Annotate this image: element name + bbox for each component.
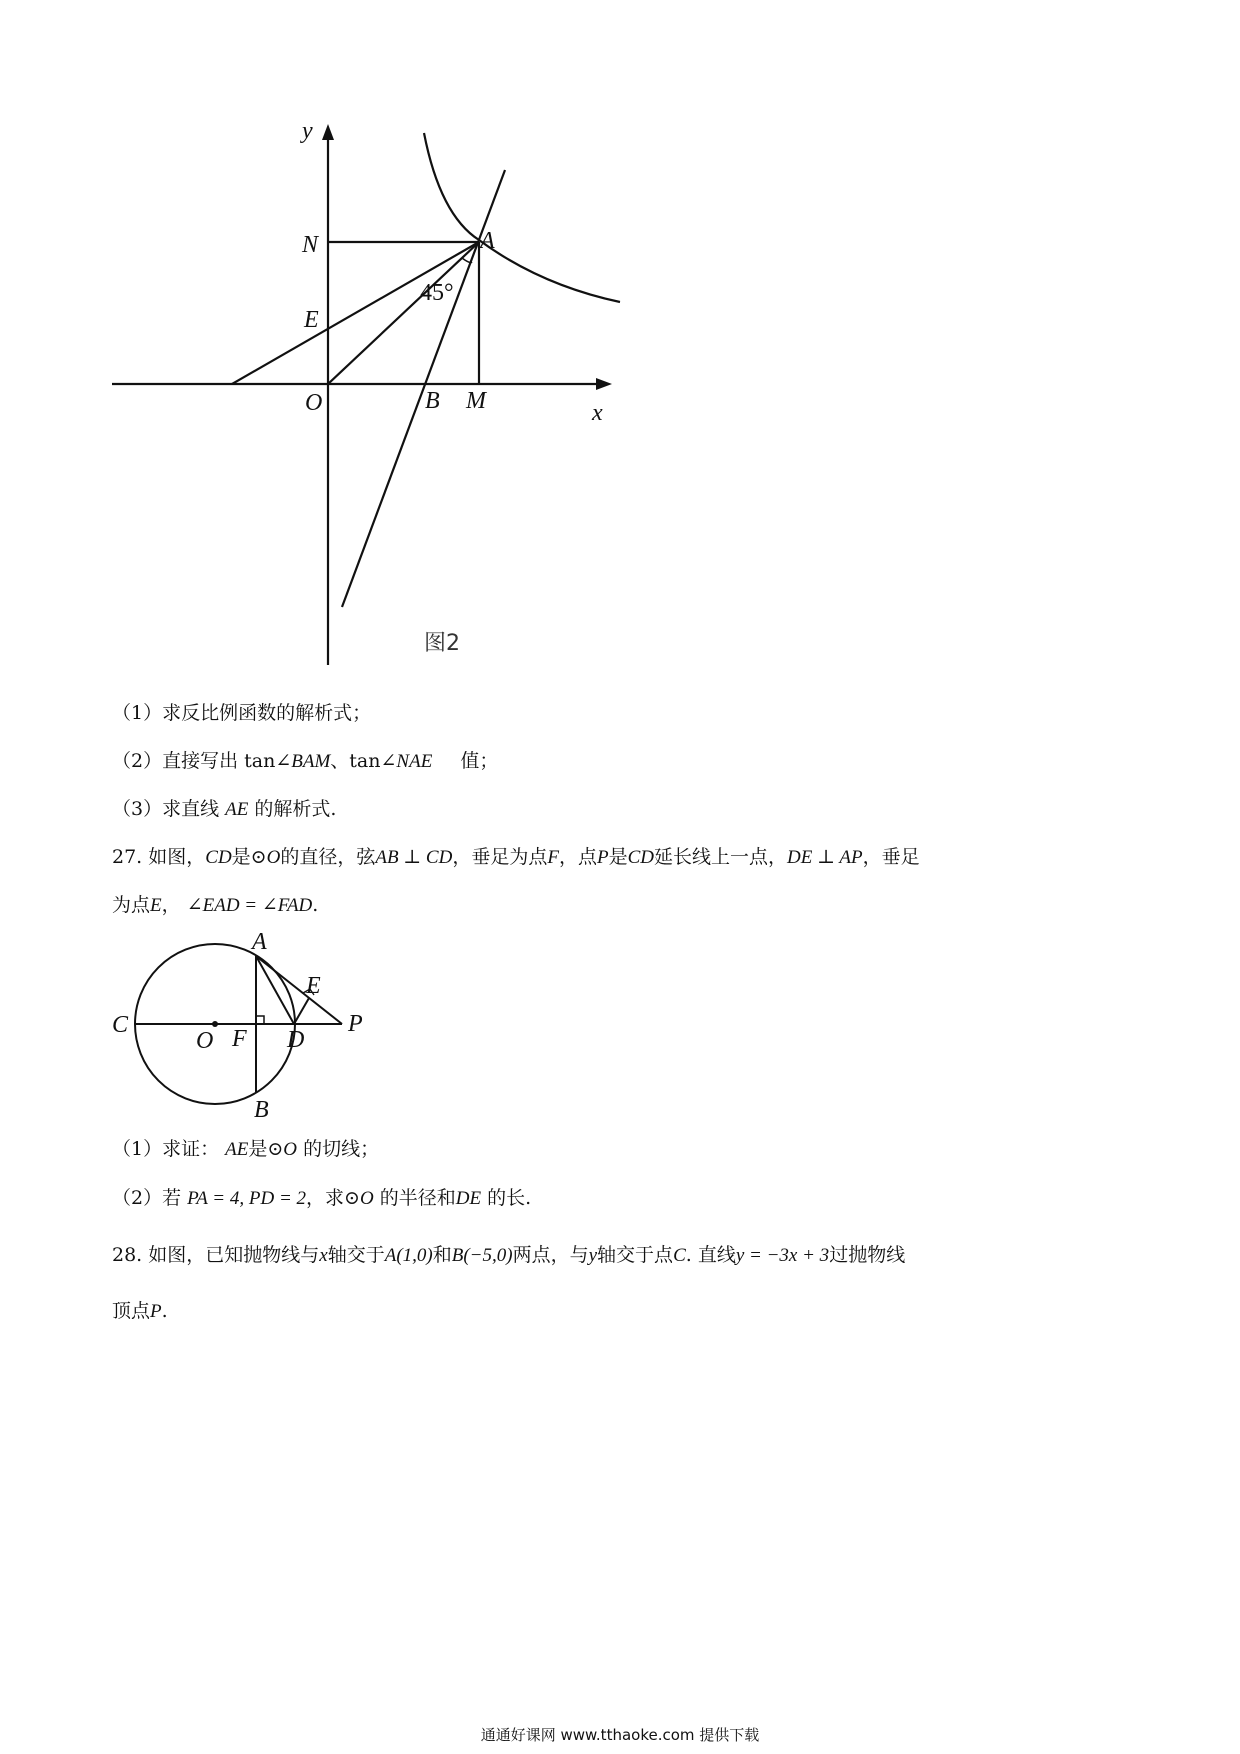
figure-2 <box>0 0 700 700</box>
q28-line1: 28. 如图，已知抛物线与x轴交于A(1,0)和B(−5,0)两点，与y轴交于点C. 直线y = −3x + 3过抛物线 <box>112 1244 906 1266</box>
label-o: O <box>305 390 323 416</box>
q26-part3: （3）求直线 AE 的解析式. <box>112 798 337 820</box>
q27-line2: 为点E， ∠EAD = ∠FAD. <box>112 894 319 916</box>
segment-de <box>294 998 309 1024</box>
q27-part1: （1）求证： AE是⊙O 的切线； <box>112 1138 380 1160</box>
q27-line1: 27. 如图，CD是⊙O的直径，弦AB ⊥ CD，垂足为点F，点P是CD延长线上一点，DE ⊥ AP，垂足 <box>112 846 920 868</box>
circle-label-f: F <box>232 1026 247 1052</box>
segment-oa <box>328 242 479 384</box>
label-x: x <box>592 400 603 426</box>
figure-circle <box>100 925 400 1125</box>
q28-line2: 顶点P. <box>112 1300 168 1322</box>
hyperbola-curve <box>424 133 620 302</box>
circle-label-e: E <box>306 973 321 999</box>
page-footer: 通通好课网 www.tthaoke.com 提供下载 <box>480 1726 760 1744</box>
label-e: E <box>304 307 319 333</box>
circle-label-p: P <box>348 1011 363 1037</box>
label-n: N <box>302 232 319 258</box>
q26-part2: （2）直接写出 tan∠BAM、tan∠NAE 值； <box>112 750 499 772</box>
figure-caption: 图2 <box>424 631 460 656</box>
label-b: B <box>425 388 440 414</box>
label-y: y <box>302 118 313 144</box>
circle-label-o: O <box>196 1028 214 1054</box>
label-angle: 45° <box>420 280 454 306</box>
circle-label-c: C <box>112 1012 129 1038</box>
right-angle-f <box>256 1016 264 1024</box>
q27-part2: （2）若 PA = 4, PD = 2，求⊙O 的半径和DE 的长. <box>112 1187 532 1209</box>
line-ae <box>232 242 479 384</box>
circle-label-b: B <box>254 1097 269 1123</box>
label-m: M <box>466 388 486 414</box>
q26-part1: （1）求反比例函数的解析式； <box>112 702 372 724</box>
circle-label-d: D <box>287 1027 305 1053</box>
circle-label-a: A <box>252 929 267 955</box>
label-a: A <box>480 228 495 254</box>
